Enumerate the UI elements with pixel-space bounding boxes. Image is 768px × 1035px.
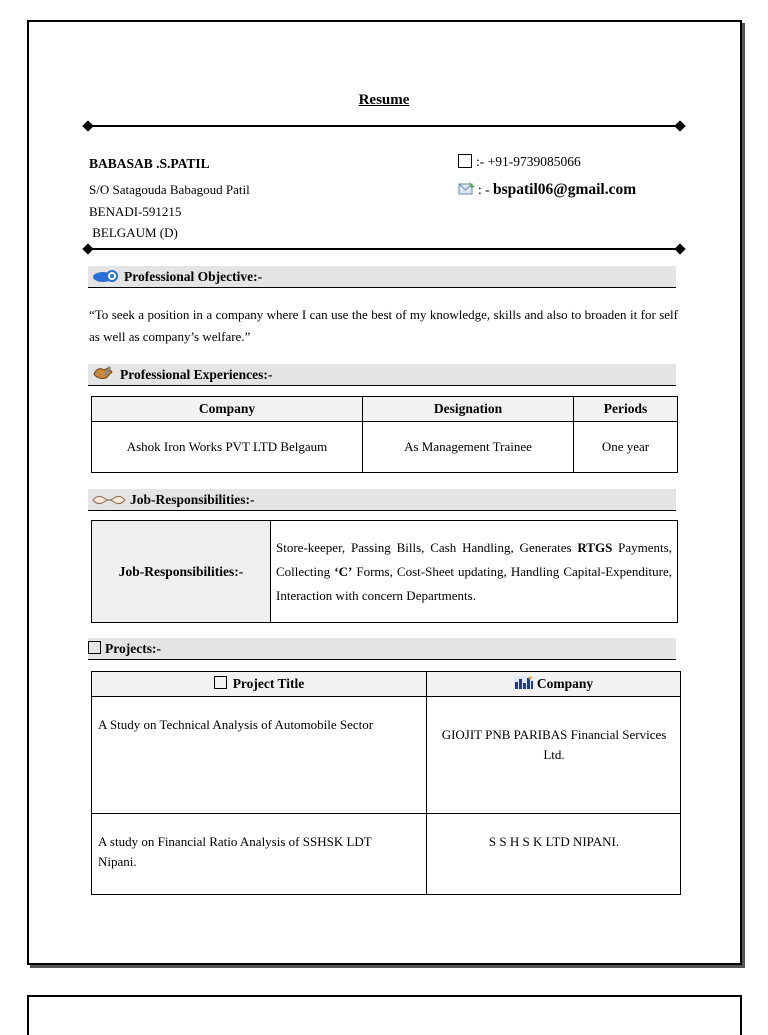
responsibilities-text-part: Forms, Cost-Sheet updating, Handling Capital-Expenditure, Interaction with concern Departments.	[276, 563, 672, 603]
column-header-project-title-label: Project Title	[232, 676, 305, 691]
responsibilities-text-bold: RTGS	[577, 539, 613, 555]
address-line-1: S/O Satagouda Babagoud Patil	[89, 182, 250, 197]
email-line	[458, 181, 636, 200]
divider-top	[88, 125, 680, 127]
objective-text: “To seek a position in a company where I can use the best of my knowledge, skills and also to broaden it for self as well as company’s welfare.”	[89, 307, 678, 344]
cell-project-company: GIOJIT PNB PARIBAS Financial Services Ltd.	[427, 697, 681, 814]
handshake-icon	[92, 492, 126, 514]
address-line-3: BELGAUM (D)	[89, 225, 178, 240]
mail-envelope-icon	[458, 181, 476, 200]
cell-project-title: A Study on Technical Analysis of Automobile Sector	[92, 697, 427, 814]
divider-header-bottom	[88, 248, 680, 250]
section-objective-label: Professional Objective:-	[124, 269, 263, 284]
checkbox-icon	[458, 154, 472, 168]
hand-tools-icon	[92, 364, 116, 389]
column-header-company: Company	[92, 397, 363, 422]
eye-target-icon	[92, 269, 120, 291]
responsibilities-table	[91, 520, 678, 623]
address-line-2: BENADI-591215	[89, 204, 182, 219]
table-header-row	[92, 672, 681, 697]
column-header-company	[427, 672, 681, 697]
section-projects	[88, 638, 676, 660]
column-header-periods: Periods	[574, 397, 678, 422]
projects-table	[91, 671, 681, 895]
city-skyline-icon	[514, 676, 534, 693]
section-responsibilities-label: Job-Responsibilities:-	[130, 492, 255, 507]
table-row	[92, 697, 681, 814]
responsibilities-text-part: Store-keeper, Passing Bills, Cash Handling, Generates	[276, 539, 578, 555]
phone-line	[458, 154, 581, 170]
section-projects-label: Projects:-	[105, 641, 161, 656]
column-header-company-label: Company	[536, 675, 594, 691]
table-row	[92, 521, 678, 623]
email-prefix: : -	[478, 182, 493, 197]
applicant-name: BABASAB .S.PATIL	[89, 156, 210, 171]
cell-company: Ashok Iron Works PVT LTD Belgaum	[92, 422, 363, 473]
responsibilities-label-cell: Job-Responsibilities:-	[92, 521, 271, 623]
experience-table	[91, 396, 678, 473]
cell-project-title: A study on Financial Ratio Analysis of SSHSK LDT Nipani.	[92, 814, 427, 895]
section-responsibilities	[88, 489, 676, 511]
responsibilities-text-cell	[271, 521, 678, 623]
responsibilities-text-bold: ‘C’	[334, 563, 353, 579]
section-experience	[88, 364, 676, 386]
checkbox-icon	[88, 641, 101, 654]
checkbox-icon	[214, 676, 227, 689]
phone-number: :- +91-9739085066	[476, 154, 581, 169]
section-experience-label: Professional Experiences:-	[120, 367, 273, 382]
table-row	[92, 422, 678, 473]
cell-period: One year	[574, 422, 678, 473]
column-header-designation: Designation	[363, 397, 574, 422]
next-page-edge	[27, 995, 742, 1035]
responsibilities-text-part: Payments, Collecting	[276, 539, 672, 579]
table-header-row	[92, 397, 678, 422]
cell-designation: As Management Trainee	[363, 422, 574, 473]
page-title: Resume	[358, 92, 410, 108]
cell-project-company: S S H S K LTD NIPANI.	[427, 814, 681, 895]
email-address: bspatil06@gmail.com	[493, 181, 637, 198]
section-objective	[88, 266, 676, 288]
column-header-project-title	[92, 672, 427, 697]
table-row	[92, 814, 681, 895]
